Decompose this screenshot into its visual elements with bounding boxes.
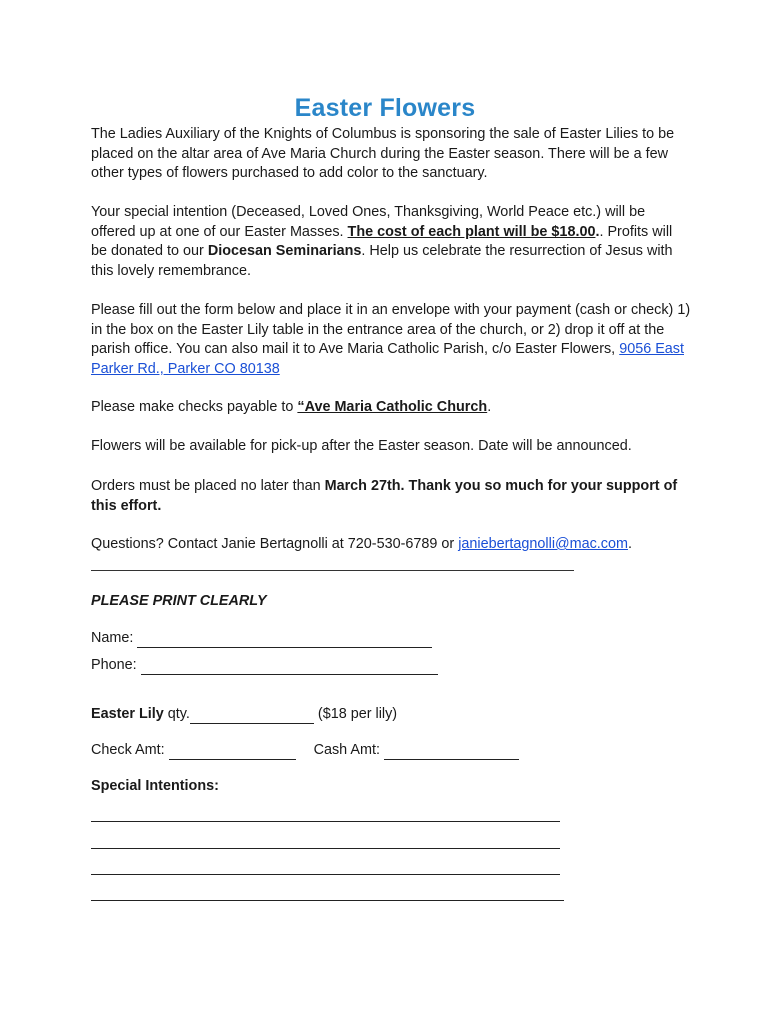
lily-row: [91, 704, 397, 724]
phone-field[interactable]: [141, 659, 438, 675]
special-intentions-label: Special Intentions:: [91, 778, 219, 794]
email-link[interactable]: janiebertagnolli@mac.com: [458, 536, 628, 552]
payee-name: “Ave Maria Catholic Church: [297, 399, 488, 415]
name-field[interactable]: [137, 632, 432, 648]
intro-paragraph: The Ladies Auxiliary of the Knights of Columbus is sponsoring the sale of Easter Lilies to be placed on the altar area of Ave Maria Church during the Easter season. There will be a few other types of flowers purchased to add color to the sanctuary.: [91, 126, 675, 182]
deadline-text: Orders must be placed no later than: [91, 478, 325, 494]
cost-period: .: [595, 223, 600, 240]
intention-line-4[interactable]: [91, 900, 564, 901]
amount-row: [91, 740, 519, 760]
cost-statement: The cost of each plant will be $18.00: [347, 223, 596, 240]
payable-end: .: [487, 399, 492, 415]
cash-amt-label: Cash Amt:: [313, 742, 380, 758]
deadline-thanks: March 27th. Thank you so much for your support of this effort.: [91, 478, 678, 514]
payable-paragraph: [91, 398, 691, 418]
intention-line-1[interactable]: [91, 821, 560, 822]
lily-qty-field[interactable]: [190, 708, 314, 724]
section-divider: [91, 570, 574, 571]
page-title: Easter Flowers: [294, 94, 476, 122]
intention-paragraph: [91, 203, 691, 281]
profits-text: . Profits will be donated to our: [91, 223, 673, 260]
lily-qty-label: qty.: [163, 706, 190, 722]
check-amt-label: Check Amt:: [91, 742, 165, 758]
cash-amt-field[interactable]: [384, 744, 519, 760]
lily-price: ($18 per lily): [313, 706, 398, 722]
pickup-paragraph: Flowers will be available for pick-up after the Easter season. Date will be announced.: [91, 438, 632, 454]
check-amt-field[interactable]: [169, 744, 296, 760]
celebrate-text: . Help us celebrate the resurrection of Jesus with this lovely remembrance.: [91, 243, 673, 279]
name-label: Name:: [91, 630, 134, 646]
phone-row: [91, 655, 438, 675]
address-link[interactable]: 9056 East Parker Rd., Parker CO 80138: [91, 341, 684, 377]
instructions-text: Please fill out the form below and place it in an envelope with your payment (cash or check) 1) in the box on the Easter Lily table in the entrance area of the church, or 2) drop it off at the parish office. You can also mail it to Ave Maria Catholic Parish, c/o Easter Flowers,: [91, 302, 691, 358]
intention-line-2[interactable]: [91, 848, 560, 849]
questions-text: Questions? Contact Janie Bertagnolli at 720-530-6789 or: [91, 536, 459, 552]
questions-paragraph: [91, 535, 691, 555]
deadline-paragraph: [91, 477, 691, 516]
payable-text: Please make checks payable to: [91, 399, 298, 415]
phone-label: Phone:: [91, 657, 137, 673]
print-clearly-heading: PLEASE PRINT CLEARLY: [91, 593, 267, 609]
intention-text: Your special intention (Deceased, Loved Ones, Thanksgiving, World Peace etc.) will be offered up at one of our Easter Masses.: [91, 204, 646, 240]
questions-end: .: [628, 536, 632, 552]
name-row: [91, 628, 432, 648]
seminarians-text: Diocesan Seminarians: [207, 243, 362, 260]
lily-label: Easter Lily: [91, 706, 164, 722]
instructions-paragraph: [91, 301, 691, 379]
intention-line-3[interactable]: [91, 874, 560, 875]
